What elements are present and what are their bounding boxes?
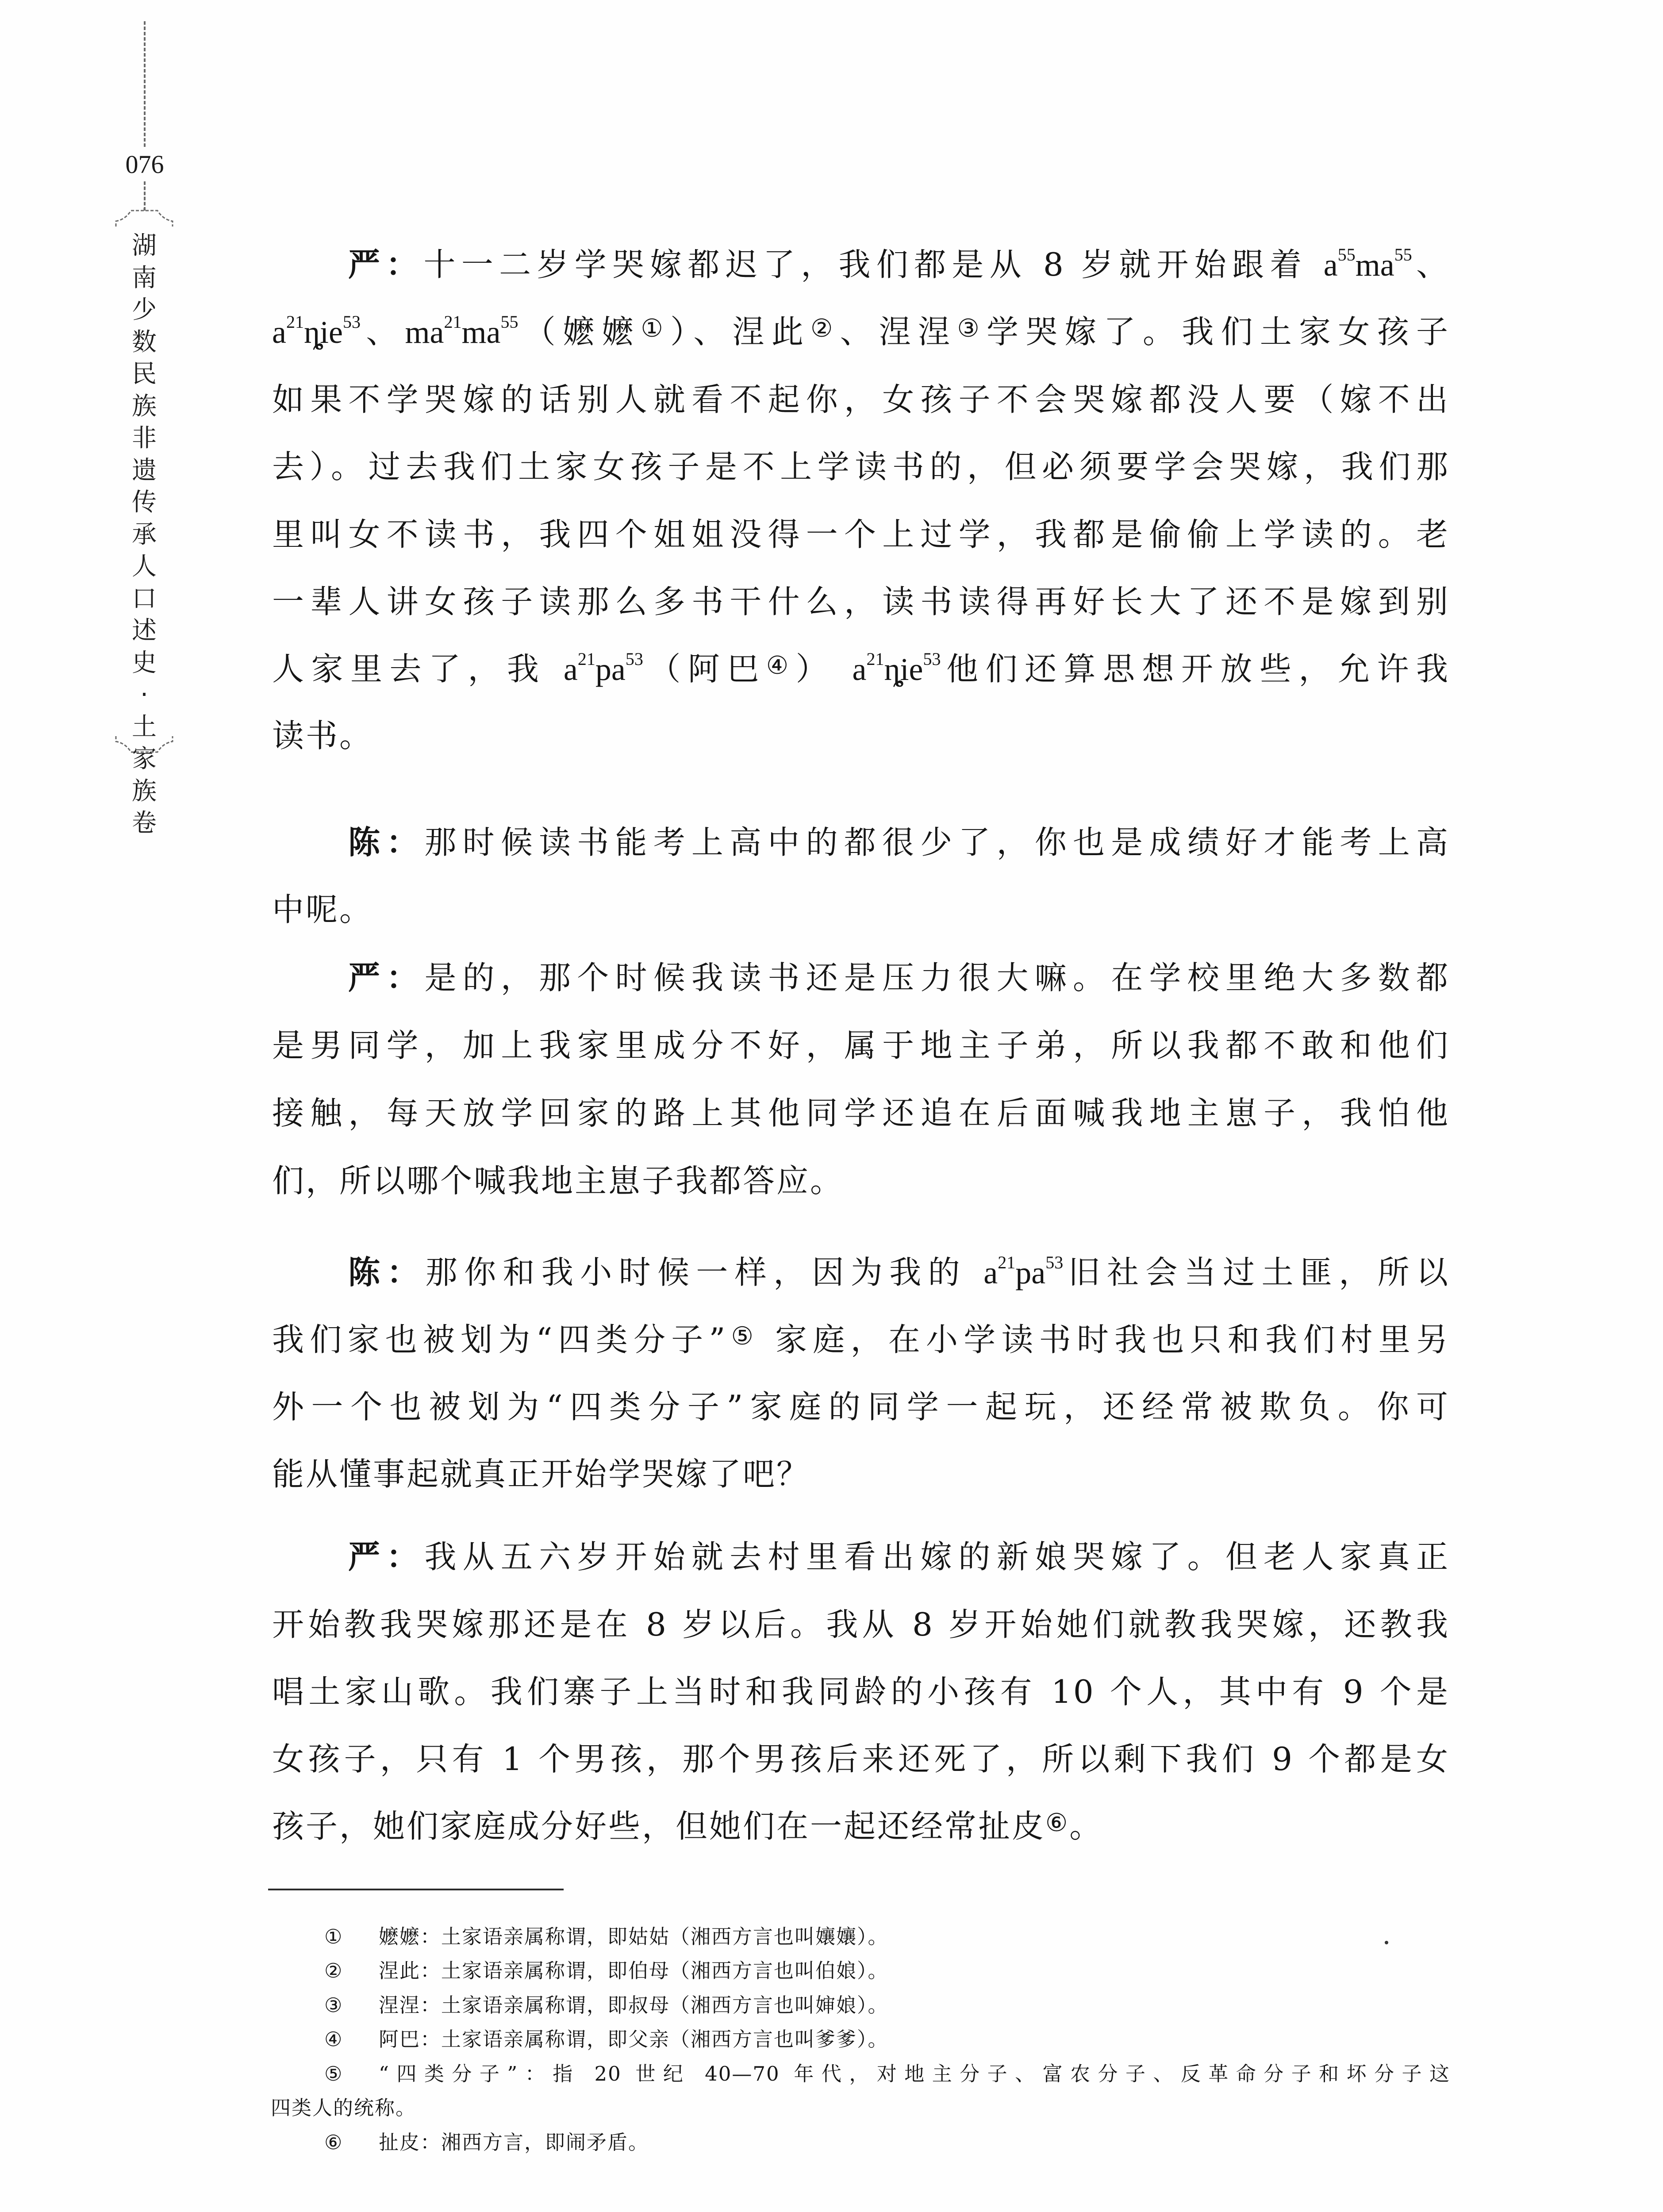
body-line	[272, 1023, 1450, 1068]
footnote-reference: ②	[810, 314, 840, 343]
text-run: 一辈人讲女孩子读那么多书干什么，读书读得再好长大了还不是嫁到别	[272, 583, 1450, 620]
speaker-label: 陈：	[348, 824, 425, 861]
title-bracket-bottom	[113, 735, 175, 755]
body-line	[272, 377, 1450, 422]
line-text	[272, 583, 1450, 620]
body-line	[272, 310, 1450, 354]
footnote-item	[324, 2058, 1450, 2089]
tone-superscript: 21	[577, 649, 595, 669]
text-run: 孩子，她们家庭成分好些，但她们在一起还经常扯皮	[272, 1808, 1046, 1845]
footnote-marker: ③	[324, 1993, 343, 2017]
body-line	[272, 887, 1450, 932]
tone-superscript: 21	[444, 312, 462, 332]
text-run: 他们还算思想开放些，允许我	[941, 650, 1450, 687]
paragraph-first-line	[348, 1250, 1450, 1294]
line-text	[272, 313, 1450, 350]
text-run: 里叫女不读书，我四个姐姐没得一个上过学，我都是偷偷上学读的。老	[272, 516, 1450, 553]
text-run: 女孩子，只有 1 个男孩，那个男孩后来还死了，所以剩下我们 9 个都是女	[272, 1740, 1450, 1778]
page-number: 076	[125, 150, 164, 179]
text-run: 开始教我哭嫁那还是在 8 岁以后。我从 8 岁开始她们就教我哭嫁，还教我	[272, 1606, 1450, 1643]
line-text	[272, 381, 1450, 418]
tone-superscript: 53	[625, 649, 643, 669]
text-run: （嬷嬷	[518, 313, 641, 350]
text-run: 人家里去了，我	[272, 650, 564, 687]
paragraph-first-line	[348, 1535, 1450, 1579]
body-line	[272, 1602, 1450, 1647]
line-text	[272, 516, 1450, 553]
text-run: 。	[1069, 1808, 1103, 1845]
tone-superscript: 55	[1394, 245, 1412, 265]
tone-superscript: 55	[500, 312, 518, 332]
ipa-syllable: a	[1323, 247, 1338, 283]
text-run: （阿巴	[643, 650, 766, 687]
body-line	[272, 1317, 1450, 1362]
text-run: 、涅涅	[840, 313, 957, 350]
paragraph-first-line	[348, 242, 1450, 287]
footnote-item	[324, 1990, 889, 2021]
line-text	[272, 448, 1450, 485]
line-text	[348, 1254, 1450, 1291]
ipa-syllable: a	[563, 652, 578, 687]
text-run: 是男同学，加上我家里成分不好，属于地主子弟，所以我都不敢和他们	[272, 1027, 1450, 1064]
line-text	[272, 1162, 844, 1199]
ipa-syllable: ma	[1355, 247, 1394, 283]
body-line	[272, 512, 1450, 557]
body-line	[272, 1385, 1450, 1429]
text-run: 接触，每天放学回家的路上其他同学还追在后面喊我地主崽子，我怕他	[272, 1094, 1450, 1132]
line-text	[272, 1094, 1450, 1132]
text-run: ）、涅此	[670, 313, 811, 350]
speaker-label: 严：	[348, 959, 425, 996]
line-text	[348, 959, 1450, 996]
line-text	[272, 1027, 1450, 1064]
text-run: 唱土家山歌。我们寨子上当时和我同龄的小孩有 10 个人，其中有 9 个是	[272, 1673, 1450, 1710]
footnote-text: “四类分子”：指 20 世纪 40—70 年代，对地主分子、富农分子、反革命分子和坏分子这	[379, 2062, 1450, 2085]
speaker-label: 陈：	[348, 1254, 426, 1291]
tone-superscript: 21	[998, 1252, 1016, 1272]
tone-superscript: 53	[1045, 1252, 1064, 1272]
ipa-syllable: ma	[461, 315, 501, 350]
text-run: 旧社会当过土匪，所以	[1063, 1254, 1450, 1291]
footnote-continuation: 四类人的统称。	[271, 2096, 417, 2120]
footnote-marker: ⑥	[324, 2131, 343, 2154]
paragraph-first-line	[348, 956, 1450, 1000]
title-bracket-top	[113, 208, 175, 227]
line-text	[272, 1808, 1103, 1845]
footnote-item	[324, 2024, 889, 2055]
text-run: 我从五六岁开始就去村里看出嫁的新娘哭嫁了。但老人家真正	[424, 1538, 1450, 1575]
body-line	[272, 647, 1450, 691]
text-run: 去）。过去我们土家女孩子是不上学读书的，但必须要学会哭嫁，我们那	[272, 448, 1450, 485]
header-dashed-rule-middle	[144, 181, 146, 211]
text-run: 学哭嫁了。我们土家女孩子	[986, 313, 1450, 350]
footnote-reference: ⑤	[727, 1322, 760, 1351]
body-line	[272, 1804, 1450, 1848]
footnote-separator	[268, 1889, 564, 1890]
body-line	[272, 1737, 1450, 1781]
text-run: 读书。	[272, 717, 373, 754]
footnote-item	[324, 2127, 649, 2158]
paragraph-first-line	[348, 820, 1450, 864]
text-run: 、	[360, 313, 405, 350]
footnote-marker: ①	[324, 1925, 343, 1948]
text-run: 如果不学哭嫁的话别人就看不起你，女孩子不会哭嫁都没人要（嫁不出	[272, 381, 1450, 418]
footnote-reference: ④	[766, 651, 796, 680]
book-title-vertical: 湖南少数民族非遗传承人口述史·土家族卷	[132, 231, 157, 837]
footnote-marker: ⑤	[324, 2062, 343, 2085]
line-text	[272, 1455, 810, 1493]
tone-superscript: 21	[286, 312, 304, 332]
ipa-syllable: a	[852, 652, 867, 687]
header-dashed-rule-top	[144, 21, 146, 147]
tone-superscript: 53	[923, 649, 941, 669]
footnote-text: 扯皮：湘西方言，即闹矛盾。	[379, 2131, 649, 2154]
footnote-item	[324, 1921, 889, 1952]
tone-superscript: 21	[866, 649, 884, 669]
text-run: 、	[1412, 246, 1450, 283]
body-line	[272, 1670, 1450, 1714]
line-text	[348, 1538, 1450, 1575]
footnote-text: 涅此：土家语亲属称谓，即伯母（湘西方言也叫伯娘）。	[379, 1959, 889, 1982]
footnote-marker: ④	[324, 2028, 343, 2051]
tone-superscript: 55	[1337, 245, 1356, 265]
text-run: 十一二岁学哭嫁都迟了，我们都是从 8 岁就开始跟着	[423, 246, 1324, 283]
text-run: ）	[795, 650, 853, 687]
ipa-syllable: pa	[595, 652, 626, 687]
text-run: 那你和我小时候一样，因为我的	[425, 1254, 984, 1291]
scan-speck	[1385, 1941, 1388, 1944]
text-run: 们，所以哪个喊我地主崽子我都答应。	[272, 1162, 844, 1199]
line-text	[272, 1606, 1450, 1643]
ipa-syllable: ma	[405, 315, 444, 350]
body-line	[272, 445, 1450, 489]
ipa-syllable: a	[983, 1255, 998, 1290]
line-text	[272, 1673, 1450, 1710]
footnote-reference: ⑥	[1045, 1809, 1070, 1837]
line-text	[272, 1321, 1450, 1358]
ipa-syllable: a	[272, 315, 286, 350]
ipa-syllable: ȵ̥ie	[303, 315, 343, 350]
line-text	[272, 1740, 1450, 1778]
text-run: 中呢。	[272, 891, 373, 928]
body-line	[272, 1159, 1450, 1203]
line-text	[272, 891, 373, 928]
line-text	[272, 650, 1450, 687]
line-text	[348, 824, 1450, 861]
footnote-marker: ②	[324, 1959, 343, 1982]
footnote-text: 嬷嬷：土家语亲属称谓，即姑姑（湘西方言也叫孃孃）。	[379, 1925, 889, 1948]
text-run: 那时候读书能考上高中的都很少了，你也是成绩好才能考上高	[424, 824, 1450, 861]
line-text	[272, 717, 373, 754]
ipa-syllable: ȵ̥ie	[884, 652, 923, 687]
text-run: 能从懂事起就真正开始学哭嫁了吧？	[272, 1455, 810, 1493]
text-run: 我们家也被划为“四类分子”	[272, 1321, 727, 1358]
footnote-reference: ③	[957, 314, 987, 343]
text-run: 外一个也被划为“四类分子”家庭的同学一起玩，还经常被欺负。你可	[272, 1388, 1450, 1425]
line-text	[272, 1388, 1450, 1425]
body-line	[272, 1452, 1450, 1496]
body-line	[272, 714, 1450, 758]
speaker-label: 严：	[348, 246, 424, 283]
line-text	[348, 246, 1450, 283]
ipa-syllable: pa	[1015, 1255, 1046, 1290]
footnote-item	[324, 1955, 889, 1986]
body-line	[272, 580, 1450, 624]
tone-superscript: 53	[342, 312, 361, 332]
body-line	[272, 1091, 1450, 1135]
text-run: 是的，那个时候我读书还是压力很大嘛。在学校里绝大多数都	[424, 959, 1450, 996]
text-run: 家庭，在小学读书时我也只和我们村里另	[759, 1321, 1450, 1358]
speaker-label: 严：	[348, 1538, 425, 1575]
footnote-text: 阿巴：土家语亲属称谓，即父亲（湘西方言也叫爹爹）。	[379, 2028, 889, 2051]
footnote-reference: ①	[641, 314, 671, 343]
footnote-text: 涅涅：土家语亲属称谓，即叔母（湘西方言也叫婶娘）。	[379, 1993, 889, 2017]
